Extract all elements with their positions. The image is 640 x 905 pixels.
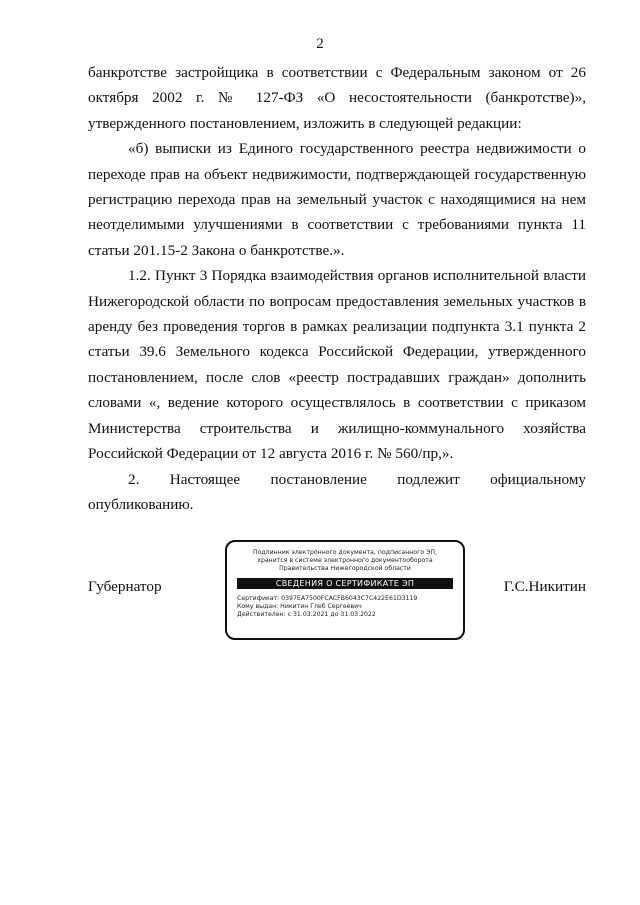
point-2-word: официальному bbox=[490, 470, 586, 488]
document-body bbox=[88, 60, 586, 517]
point-2-word: постановление bbox=[270, 470, 367, 488]
page-number: 2 bbox=[316, 36, 324, 52]
point-2-word: 2. bbox=[128, 470, 140, 488]
stamp-validity: Действителен: с 31.03.2021 до 31.03.2022 bbox=[237, 611, 376, 618]
paragraph-point-2-line2: опубликованию. bbox=[88, 495, 194, 513]
point-2-word: Настоящее bbox=[169, 470, 241, 488]
stamp-header-line: Правительства Нижегородской области bbox=[279, 565, 411, 572]
signatory-name: Г.С.Никитин bbox=[503, 578, 586, 595]
paragraph-continuation: банкротстве застройщика в соответствии с Федеральным законом от 26 октября 2002 г. № 127-ФЗ «О несостоятельности (банкротстве)», утвержденного постановлением, изложить в следующей редакции: bbox=[88, 64, 586, 132]
electronic-signature-stamp bbox=[225, 540, 465, 640]
paragraph-point-2-line1 bbox=[88, 467, 586, 492]
paragraph-quote-b: «б) выписки из Единого государственного реестра недвижимости о переходе прав на объект недвижимости, подтверждающей государственную регистрацию перехода прав на земельный участок с находящимися на нем неотделимыми улучшениями в соответствии с требованиями пункта 11 статьи 201.15-2 Закона о банкротстве.». bbox=[88, 140, 586, 259]
stamp-header-line: Подлинник электронного документа, подписанного ЭП, bbox=[252, 549, 438, 556]
stamp-issued-to: Кому выдан: Никитин Глеб Сергеевич bbox=[237, 603, 362, 610]
signatory-position: Губернатор bbox=[88, 578, 162, 595]
stamp-details bbox=[237, 595, 463, 619]
stamp-header-line: хранится в системе электронного документооборота bbox=[257, 557, 433, 564]
stamp-header bbox=[227, 549, 463, 573]
paragraph-point-1-2: 1.2. Пункт 3 Порядка взаимодействия органов исполнительной власти Нижегородской области по вопросам предоставления земельных участков в аренду без проведения торгов в рамках реализации подпункта 3.1 пункта 2 статьи 39.6 Земельного кодекса Российской Федерации, утвержденного постановлением, после слов «реестр пострадавших граждан» дополнить словами «, ведение которого осуществлялось в соответствии с приказом Министерства строительства и жилищно-коммунального хозяйства Российской Федерации от 12 августа 2016 г. № 560/пр,». bbox=[88, 267, 586, 463]
stamp-certificate-number: Сертификат: 0397EA7500FCACFB6043C7C422E61D3119 bbox=[237, 595, 418, 602]
stamp-certificate-bar: СВЕДЕНИЯ О СЕРТИФИКАТЕ ЭП bbox=[237, 578, 453, 589]
point-2-word: подлежит bbox=[397, 470, 460, 488]
